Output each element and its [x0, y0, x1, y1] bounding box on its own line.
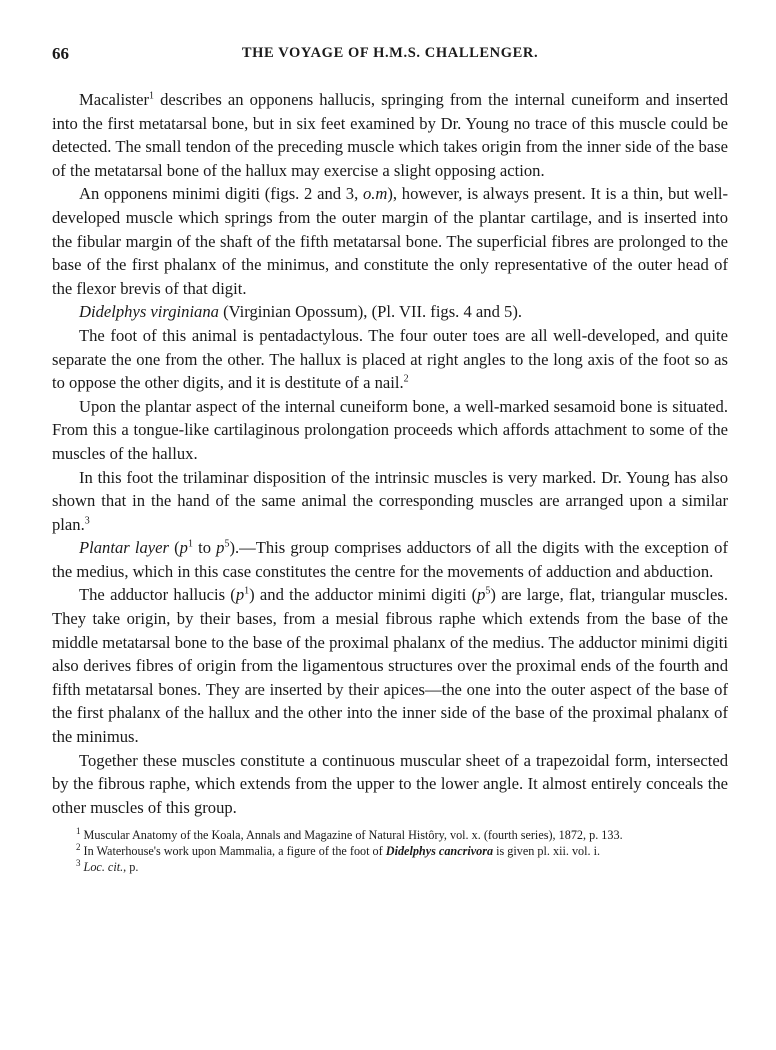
superscript: 5: [485, 585, 491, 597]
paragraph-trilaminar: [52, 466, 728, 537]
text-span: The foot of this animal is pentadactylous. The four outer toes are all well-developed, and quite separate the one from the other. The hallux is placed at right angles to the long axis of the foot so as to oppose the other digits, and it is destitute of a nail.: [52, 325, 728, 393]
footnote-1: [52, 827, 728, 843]
superscript: 5: [224, 538, 230, 550]
text-span: The adductor hallucis (: [79, 585, 236, 605]
paragraph-trapezoidal-sheet: Together these muscles constitute a continuous muscular sheet of a trapezoidal form, intersected by the fibrous raphe, which extends from the upper to the lower angle. It almost entirely conceals the other muscles of this group.: [52, 750, 728, 817]
footnote-2: [52, 843, 728, 859]
text-span: An opponens minimi digiti (figs. 2 and 3,: [79, 184, 363, 204]
paragraph-opponens-hallucis: [52, 88, 728, 182]
footnote-text: is given pl. xii. vol. i.: [493, 844, 601, 859]
superscript: 1: [187, 538, 193, 550]
section-heading-didelphys: [52, 300, 728, 324]
citation: Loc. cit.: [83, 860, 124, 875]
footnote-text: , p.: [123, 860, 139, 875]
symbol-p: p: [477, 585, 486, 605]
footnotes: [52, 827, 728, 875]
symbol-p: p: [179, 538, 188, 558]
footnote-mark: 3: [76, 858, 81, 869]
footnote-3: [52, 859, 728, 875]
footnote-ref-3: 3: [84, 515, 90, 527]
symbol-p: p: [235, 585, 245, 605]
running-head: THE VOYAGE OF H.M.S. CHALLENGER.: [241, 45, 539, 61]
footnote-ref-2: 2: [403, 373, 409, 385]
paragraph-sesamoid: Upon the plantar aspect of the internal cuneiform bone, a well-marked sesamoid bone is situated. From this a tongue-like cartilaginous prolongation proceeds which affords attachment to some of the muscles of the hallux.: [52, 396, 728, 463]
figure-label: o.m: [362, 184, 388, 204]
text-span: ).—This group comprises adductors of all the digits with the exception of the medius, which in this case constitutes the centre for the movements of adduction and abduction.: [52, 538, 728, 581]
book-page: [52, 44, 728, 875]
footnote-text: In Waterhouse's work upon Mammalia, a figure of the foot of: [83, 844, 386, 859]
paragraph-opponens-minimi: [52, 182, 728, 300]
footnote-ref-1: 1: [149, 90, 155, 102]
footnote-mark: 1: [76, 826, 81, 837]
text-span: Macalister: [79, 90, 150, 109]
text-span: to: [192, 538, 217, 558]
text-span: In this foot the trilaminar disposition of the intrinsic muscles is very marked. Dr. Young has also shown that in the hand of the same animal the corresponding muscles are arranged upon a similar plan.: [52, 467, 728, 534]
paragraph-plantar-layer: [52, 536, 728, 583]
text-span: (: [168, 538, 180, 558]
footnote-mark: 2: [76, 842, 81, 853]
body-text: [52, 88, 728, 819]
text-span: ), however, is always present. It is a thin, but well-developed muscle which springs from the outer margin of the plantar cartilage, and is inserted into the fibular margin of the shaft of the fifth metatarsal bone. The superficial fibres are prolonged to the base of the first phalanx of the minimus, and constitute the only representative of the outer head of the flexor brevis of that digit.: [52, 184, 728, 298]
paragraph-foot-description: [52, 324, 728, 395]
heading-rest: (Virginian Opossum), (Pl. VII. figs. 4 and 5).: [218, 302, 522, 322]
text-span: ) are large, flat, triangular muscles. They take origin, by their bases, from a mesial fibrous raphe which extends from the base of the middle metatarsal bone to the base of the proximal phalanx of the medius. The adductor minimi digiti also derives fibres of origin from the ligamentous structures over the proximal ends of the fourth and fifth metatarsal bones. They are inserted by their apices—the one into the outer aspect of the base of the first phalanx of the hallux and the other into the inner side of the base of the proximal phalanx of the minimus.: [52, 585, 728, 747]
symbol-p: p: [216, 538, 225, 558]
superscript: 1: [244, 585, 250, 597]
subsection-title: Plantar layer: [79, 538, 169, 558]
species-name: Didelphys virginiana: [79, 302, 219, 322]
species-name: Didelphys cancrivora: [385, 844, 494, 859]
page-header: [52, 44, 728, 70]
paragraph-adductors: [52, 583, 728, 748]
page-number: 66: [52, 44, 69, 63]
text-span: ) and the adductor minimi digiti (: [249, 585, 478, 605]
text-span: describes an opponens hallucis, springing from the internal cuneiform and inserted into the first metatarsal bone, but in six feet examined by Dr. Young no trace of this muscle could be detected. The small tendon of the preceding muscle which takes origin from the inner side of the base of the metatarsal bone of the hallux may exercise a slight opposing action.: [52, 90, 728, 180]
footnote-text: Muscular Anatomy of the Koala, Annals and Magazine of Natural Histôry, vol. x. (fourth series), 1872, p. 133.: [83, 828, 623, 843]
